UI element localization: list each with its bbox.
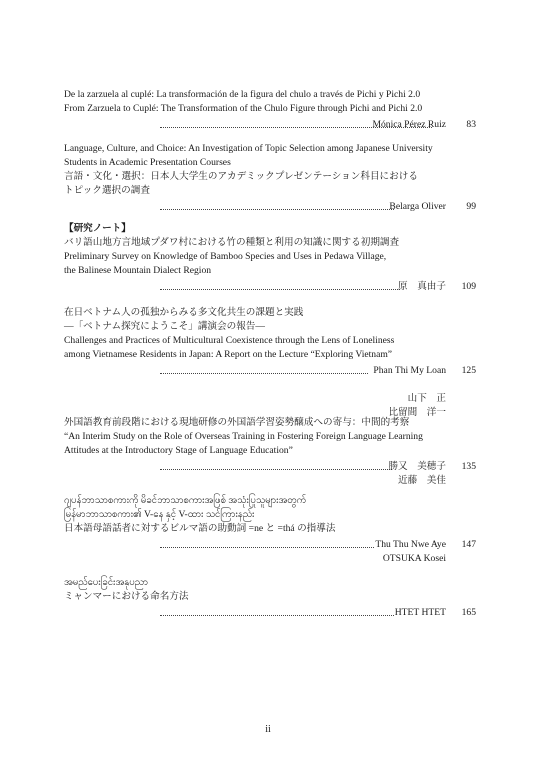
- entry-page-number: 125: [461, 365, 476, 376]
- dot-leader: [160, 289, 400, 290]
- entry-author: Belarga Oliver: [389, 201, 446, 212]
- toc-entry: [64, 416, 476, 486]
- page-number-footer: ii: [265, 724, 271, 735]
- entry-page-number: 99: [466, 201, 476, 212]
- entry-co-author: 比留間 洋一: [388, 407, 446, 418]
- dot-leader: [160, 469, 392, 470]
- entry-title-line: バリ語山地方言地域プダワ村における竹の種類と利用の知識に関する初期調査: [64, 237, 400, 248]
- entry-author: Mónica Pérez Ruiz: [372, 119, 446, 130]
- entry-title-line: Challenges and Practices of Multicultural Coexistence through the Lens of Loneliness: [64, 335, 395, 346]
- toc-entry: [64, 222, 476, 294]
- toc-entry: [64, 576, 476, 620]
- dot-leader: [160, 209, 394, 210]
- entry-page-number: 165: [461, 607, 476, 618]
- entry-author: 原 真由子: [398, 281, 446, 292]
- entry-page-number: 147: [461, 539, 476, 550]
- entry-author: Phan Thi My Loan: [373, 365, 446, 376]
- entry-author: HTET HTET: [394, 607, 446, 618]
- leader-row: [64, 538, 476, 552]
- entry-page-number: 109: [461, 281, 476, 292]
- leader-row: [64, 606, 476, 620]
- entry-title-line: ဂျပန်ဘာသာစကားကို မိခင်ဘာသာစကားအဖြစ် အသုံးပြုသူများအတွက်: [64, 495, 307, 506]
- entry-title-line: among Vietnamese Residents in Japan: A Report on the Lecture “Exploring Vietnam”: [64, 349, 393, 360]
- entry-title-line: မြန်မာဘာသာစကား၏ V-နေ နှင့် V-ထား သင်ကြားနည်း: [64, 509, 255, 520]
- entry-title-line: 日本語母語話者に対するビルマ語の助動詞 =ne と =thá の指導法: [64, 523, 336, 534]
- toc-entry: [64, 494, 476, 564]
- entry-title-line: 外国語教育前段階における現地研修の外国語学習姿勢醸成への寄与：中間的考察: [64, 417, 410, 428]
- leader-row: [64, 460, 476, 474]
- leader-row: [64, 118, 476, 132]
- entry-title-line: Language, Culture, and Choice: An Investigation of Topic Selection among Japanese University: [64, 143, 433, 154]
- entry-title-line: Students in Academic Presentation Courses: [64, 157, 231, 168]
- entry-title-line: the Balinese Mountain Dialect Region: [64, 265, 212, 276]
- toc-entry: [64, 142, 476, 214]
- toc-entry: [64, 306, 476, 418]
- section-label: 【研究ノート】: [64, 223, 131, 234]
- entry-title-line: ミャンマーにおける命名方法: [64, 591, 189, 602]
- dot-leader: [160, 547, 374, 548]
- entry-title-line: “An Interim Study on the Role of Overseas Training in Fostering Foreign Language Learning: [64, 431, 423, 442]
- entry-page-number: 83: [466, 119, 476, 130]
- leader-row: [64, 364, 476, 378]
- entry-author: Thu Thu Nwe Aye: [375, 539, 446, 550]
- entry-title-line: Preliminary Survey on Knowledge of Bamboo Species and Uses in Pedawa Village,: [64, 251, 387, 262]
- entry-co-author: OTSUKA Kosei: [382, 553, 446, 564]
- entry-page-number: 135: [461, 461, 476, 472]
- toc-entry: [64, 88, 476, 132]
- entry-title-line: From Zarzuela to Cuplé: The Transformation of the Chulo Figure through Pichi and Pichi 2.0: [64, 103, 423, 114]
- entry-title-line: ―「ベトナム探究にようこそ」講演会の報告―: [64, 321, 265, 332]
- leader-row: [64, 280, 476, 294]
- entry-title-line: Attitudes at the Introductory Stage of Language Education”: [64, 445, 293, 456]
- entry-co-author: 近藤 美佳: [398, 475, 446, 486]
- entry-co-author: 山下 正: [407, 393, 446, 404]
- entry-author: 勝又 美穂子: [388, 461, 446, 472]
- entry-title-line: De la zarzuela al cuplé: La transformación de la figura del chulo a través de Pichi y Pichi 2.0: [64, 89, 421, 100]
- dot-leader: [160, 615, 394, 616]
- entry-title-line: トピック選択の調査: [64, 185, 150, 196]
- entry-title-line: 言語・文化・選択：日本人大学生のアカデミックプレゼンテーション科目における: [64, 171, 418, 182]
- entry-title-line: 在日ベトナム人の孤独からみる多文化共生の課題と実践: [64, 307, 304, 318]
- leader-row: [64, 200, 476, 214]
- entry-title-line: အမည်ပေးခြင်းအနုပညာ: [64, 577, 148, 588]
- dot-leader: [160, 373, 368, 374]
